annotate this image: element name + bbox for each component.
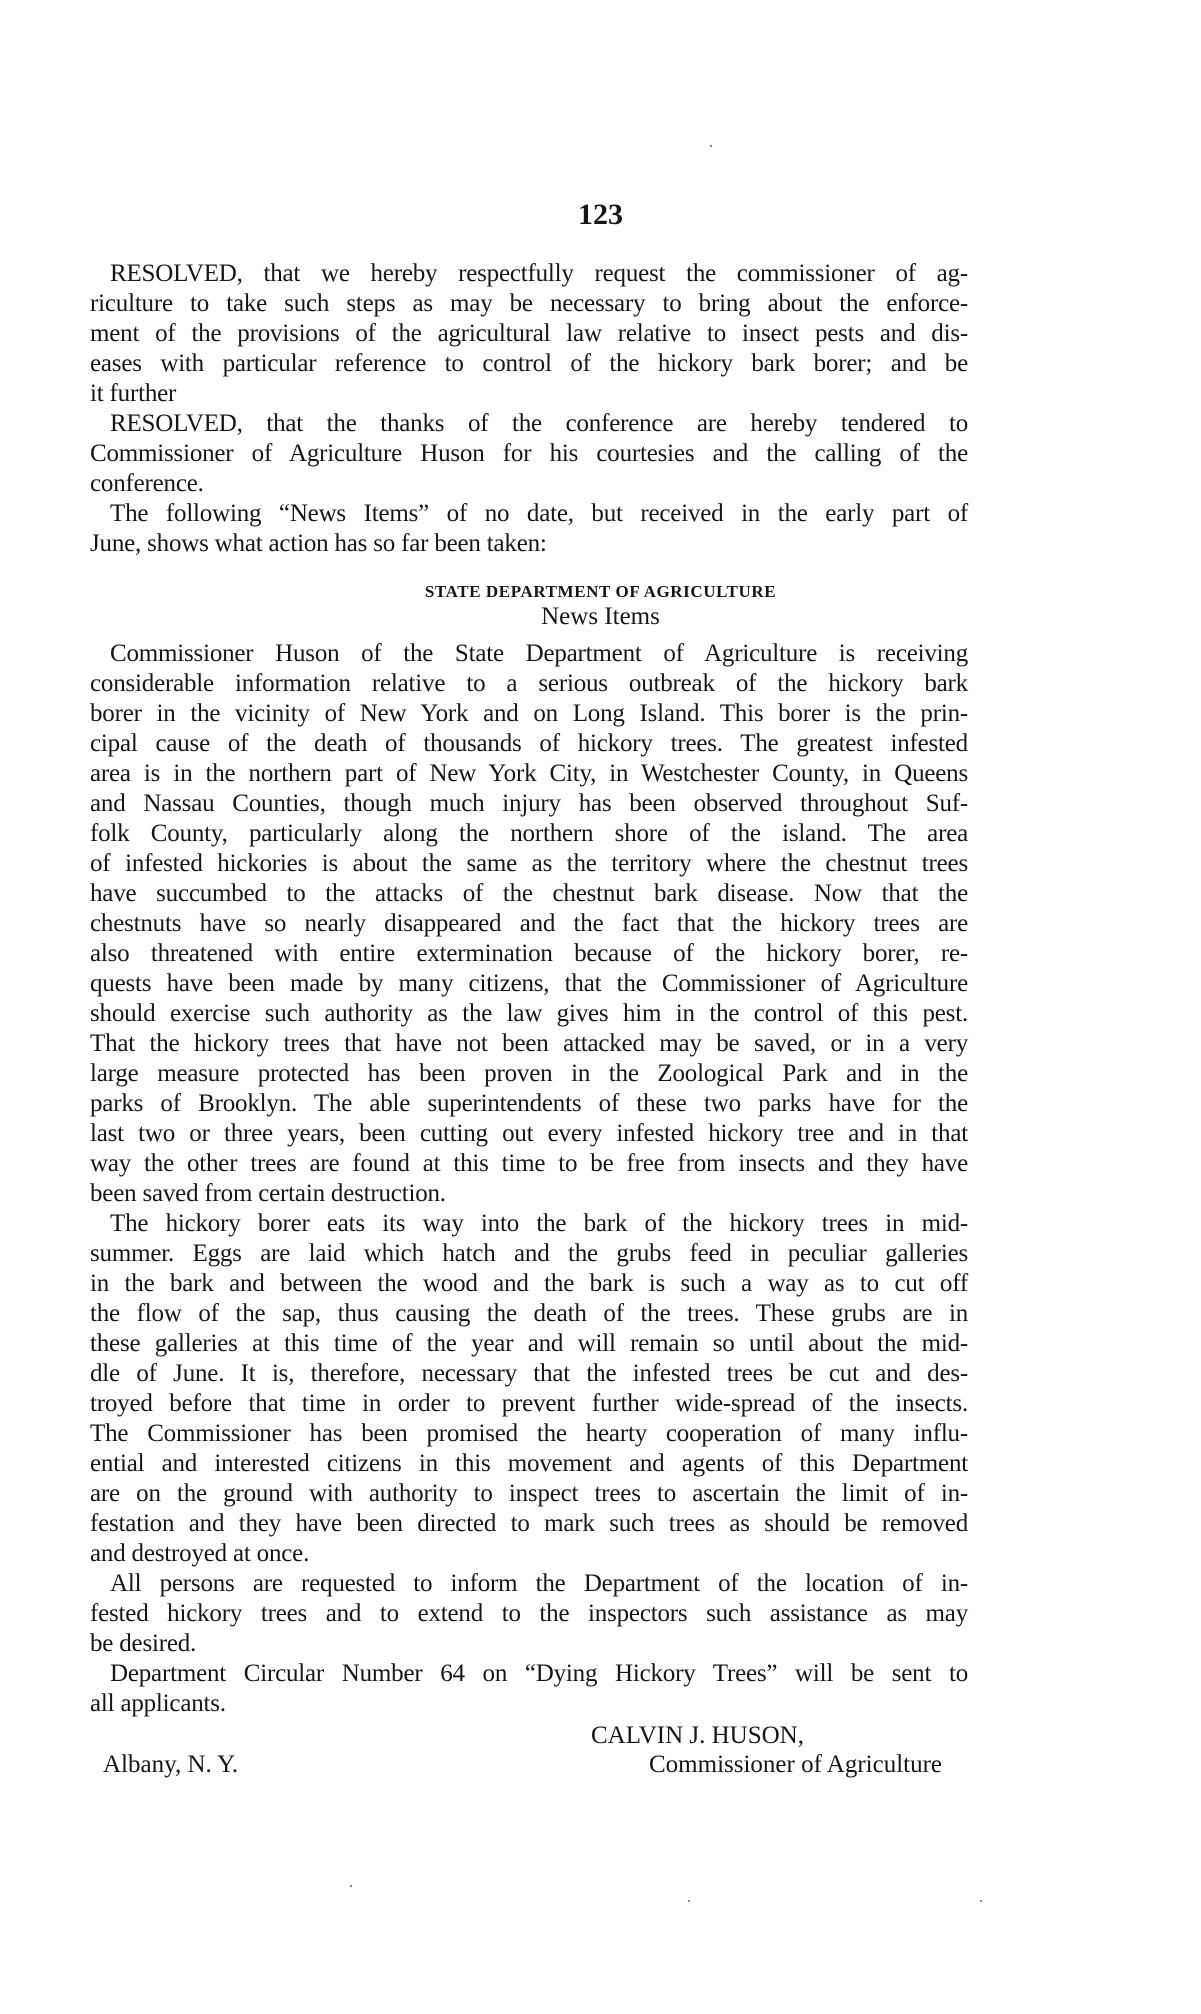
scan-speck xyxy=(350,1885,352,1887)
news-items-block xyxy=(90,639,968,1719)
text-line: RESOLVED, that we hereby respectfully request the commissioner of ag- xyxy=(110,260,968,287)
text-line: Commissioner Huson of the State Department of Agriculture is receiving xyxy=(110,640,968,667)
text-line: area is in the northern part of New York City, in Westchester County, in Queens xyxy=(90,760,968,787)
scan-speck xyxy=(980,1900,982,1902)
text-line: borer in the vicinity of New York and on Long Island. This borer is the prin- xyxy=(90,700,968,727)
text-line: folk County, particularly along the northern shore of the island. The area xyxy=(90,820,968,847)
text-line: That the hickory trees that have not been attacked may be saved, or in a very xyxy=(90,1030,968,1057)
scan-speck xyxy=(688,1900,690,1902)
resolutions-block xyxy=(90,259,968,559)
text-line: it further xyxy=(90,380,177,407)
text-line: should exercise such authority as the law gives him in the control of this pest. xyxy=(90,1000,968,1027)
text-line: All persons are requested to inform the Department of the location of in- xyxy=(110,1570,968,1597)
text-line: the flow of the sap, thus causing the death of the trees. These grubs are in xyxy=(90,1300,968,1327)
text-line: way the other trees are found at this time to be free from insects and they have xyxy=(90,1150,968,1177)
text-line: been saved from certain destruction. xyxy=(90,1180,446,1207)
text-line: summer. Eggs are laid which hatch and the grubs feed in peculiar galleries xyxy=(90,1240,968,1267)
text-line: be desired. xyxy=(90,1630,197,1657)
text-line: The hickory borer eats its way into the bark of the hickory trees in mid- xyxy=(110,1210,968,1237)
text-line: June, shows what action has so far been taken: xyxy=(90,530,547,557)
scan-speck xyxy=(710,145,712,147)
text-line: considerable information relative to a serious outbreak of the hickory bark xyxy=(90,670,968,697)
text-line: riculture to take such steps as may be necessary to bring about the enforce- xyxy=(90,290,968,317)
signature-title: Commissioner of Agriculture xyxy=(649,1751,943,1778)
section-subheading: News Items xyxy=(541,603,660,630)
section-heading: STATE DEPARTMENT OF AGRICULTURE xyxy=(424,582,777,601)
text-line: RESOLVED, that the thanks of the conference are hereby tendered to xyxy=(110,410,968,437)
text-line: last two or three years, been cutting out every infested hickory tree and in that xyxy=(90,1120,968,1147)
text-line: ment of the provisions of the agricultural law relative to insect pests and dis- xyxy=(90,320,968,347)
text-line: chestnuts have so nearly disappeared and the fact that the hickory trees are xyxy=(90,910,968,937)
text-line: these galleries at this time of the year and will remain so until about the mid- xyxy=(90,1330,968,1357)
text-line: in the bark and between the wood and the bark is such a way as to cut off xyxy=(90,1270,968,1297)
text-line: parks of Brooklyn. The able superintendents of these two parks have for the xyxy=(90,1090,968,1117)
text-line: dle of June. It is, therefore, necessary that the infested trees be cut and des- xyxy=(90,1360,968,1387)
text-line: are on the ground with authority to inspect trees to ascertain the limit of in- xyxy=(90,1480,968,1507)
text-line: cipal cause of the death of thousands of hickory trees. The greatest infested xyxy=(90,730,968,757)
text-line: have succumbed to the attacks of the chestnut bark disease. Now that the xyxy=(90,880,968,907)
text-line: The following “News Items” of no date, but received in the early part of xyxy=(110,500,968,527)
text-line: festation and they have been directed to mark such trees as should be removed xyxy=(90,1510,968,1537)
text-line: ential and interested citizens in this movement and agents of this Department xyxy=(90,1450,968,1477)
text-line: all applicants. xyxy=(90,1690,226,1717)
text-line: Department Circular Number 64 on “Dying Hickory Trees” will be sent to xyxy=(110,1660,968,1687)
text-line: and destroyed at once. xyxy=(90,1540,310,1567)
signature-name: CALVIN J. HUSON, xyxy=(591,1722,804,1749)
text-line: also threatened with entire extermination because of the hickory borer, re- xyxy=(90,940,968,967)
text-line: fested hickory trees and to extend to the inspectors such assistance as may xyxy=(90,1600,968,1627)
text-line: large measure protected has been proven in the Zoological Park and in the xyxy=(90,1060,968,1087)
text-line: quests have been made by many citizens, that the Commissioner of Agriculture xyxy=(90,970,968,997)
text-line: Commissioner of Agriculture Huson for his courtesies and the calling of the xyxy=(90,440,968,467)
text-line: of infested hickories is about the same as the territory where the chestnut trees xyxy=(90,850,968,877)
page-number: 123 xyxy=(578,198,623,231)
text-line: The Commissioner has been promised the hearty cooperation of many influ- xyxy=(90,1420,968,1447)
signature-place: Albany, N. Y. xyxy=(103,1751,239,1778)
text-line: eases with particular reference to control of the hickory bark borer; and be xyxy=(90,350,968,377)
text-line: and Nassau Counties, though much injury has been observed throughout Suf- xyxy=(90,790,968,817)
text-line: conference. xyxy=(90,470,204,497)
text-line: troyed before that time in order to prevent further wide-spread of the insects. xyxy=(90,1390,968,1417)
